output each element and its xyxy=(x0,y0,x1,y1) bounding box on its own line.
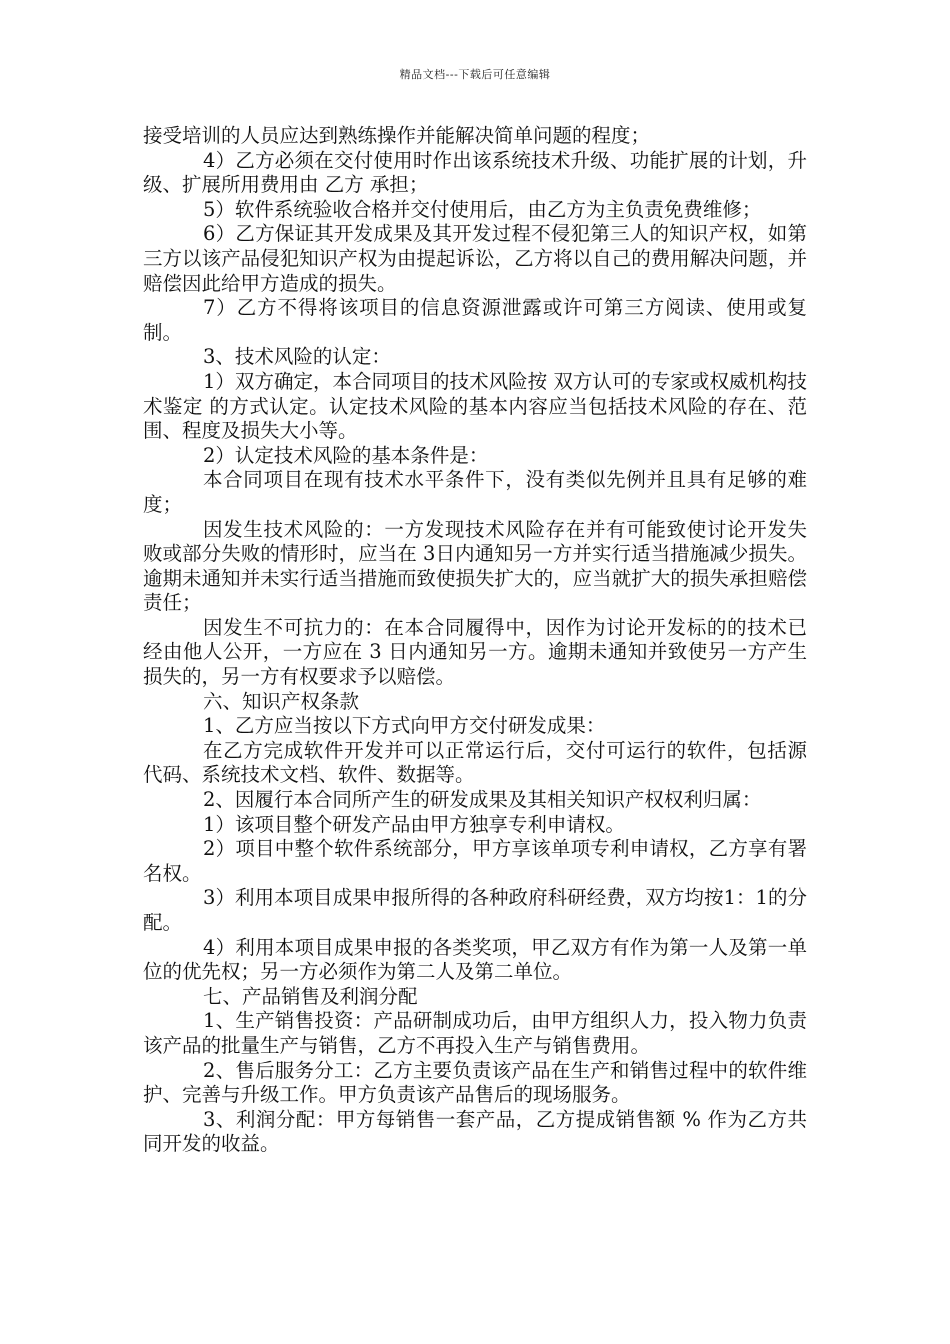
paragraph: 1）该项目整个研发产品由甲方独享专利申请权。 xyxy=(203,812,625,836)
paragraph: 2）项目中整个软件系统部分，甲方享该单项专利申请权，乙方享有署名权。 xyxy=(143,837,807,885)
paragraph: 本合同项目在现有技术水平条件下，没有类似先例并且具有足够的难度； xyxy=(143,468,807,516)
paragraph: 3、技术风险的认定： xyxy=(203,345,391,369)
paragraph: 在乙方完成软件开发并可以正常运行后，交付可运行的软件，包括源代码、系统技术文档、软件、数据等。 xyxy=(143,738,807,787)
paragraph: 2）认定技术风险的基本条件是： xyxy=(203,443,489,467)
paragraph: 4）利用本项目成果申报的各类奖项，甲乙双方有作为第一人及第一单位的优先权；另一方必须作为第二人及第二单位。 xyxy=(143,935,807,984)
document-body xyxy=(143,124,807,1157)
paragraph: 2、因履行本合同所产生的研发成果及其相关知识产权权利归属： xyxy=(203,788,762,812)
paragraph: 1、生产销售投资：产品研制成功后，由甲方组织人力，投入物力负责该产品的批量生产与销售，乙方不再投入生产与销售费用。 xyxy=(143,1009,807,1057)
paragraph: 3）利用本项目成果申报所得的各种政府科研经费，双方均按1：1的分配。 xyxy=(143,886,807,934)
paragraph: 6）乙方保证其开发成果及其开发过程不侵犯第三人的知识产权，如第三方以该产品侵犯知识产权为由提起诉讼，乙方将以自己的费用解决问题，并赔偿因此给甲方造成的损失。 xyxy=(143,222,807,295)
paragraph: 1、乙方应当按以下方式向甲方交付研发成果： xyxy=(203,714,606,738)
paragraph: 1）双方确定，本合同项目的技术风险按 双方认可的专家或权威机构技术鉴定 的方式认定。认定技术风险的基本内容应当包括技术风险的存在、范围、程度及损失大小等。 xyxy=(143,369,807,443)
paragraph: 六、知识产权条款 xyxy=(203,689,360,713)
paragraph: 接受培训的人员应达到熟练操作并能解决简单问题的程度； xyxy=(143,124,651,147)
paragraph: 3、利润分配：甲方每销售一套产品，乙方提成销售额 % 作为乙方共同开发的收益。 xyxy=(143,1107,807,1156)
paragraph: 2、售后服务分工：乙方主要负责该产品在生产和销售过程中的软件维护、完善与升级工作。甲方负责该产品售后的现场服务。 xyxy=(143,1058,807,1107)
paragraph: 7）乙方不得将该项目的信息资源泄露或许可第三方阅读、使用或复制。 xyxy=(143,296,807,344)
page-header: 精品文档---下载后可任意编辑 xyxy=(399,68,551,81)
paragraph: 七、产品销售及利润分配 xyxy=(203,984,418,1008)
paragraph: 5）软件系统验收合格并交付使用后，由乙方为主负责免费维修； xyxy=(203,197,762,221)
paragraph: 4）乙方必须在交付使用时作出该系统技术升级、功能扩展的计划，升级、扩展所用费用由 乙方 承担； xyxy=(143,148,807,197)
paragraph: 因发生技术风险的：一方发现技术风险存在并有可能致使讨论开发失败或部分失败的情形时，应当在 3日内通知另一方并实行适当措施减少损失。逾期未通知并未实行适当措施而致使损失扩大的，应当就扩大的损失承担赔偿责任； xyxy=(143,517,807,615)
paragraph: 因发生不可抗力的：在本合同履得中，因作为讨论开发标的的技术已经由他人公开，一方应在 3 日内通知另一方。逾期未通知并致使另一方产生损失的，另一方有权要求予以赔偿。 xyxy=(143,615,807,689)
